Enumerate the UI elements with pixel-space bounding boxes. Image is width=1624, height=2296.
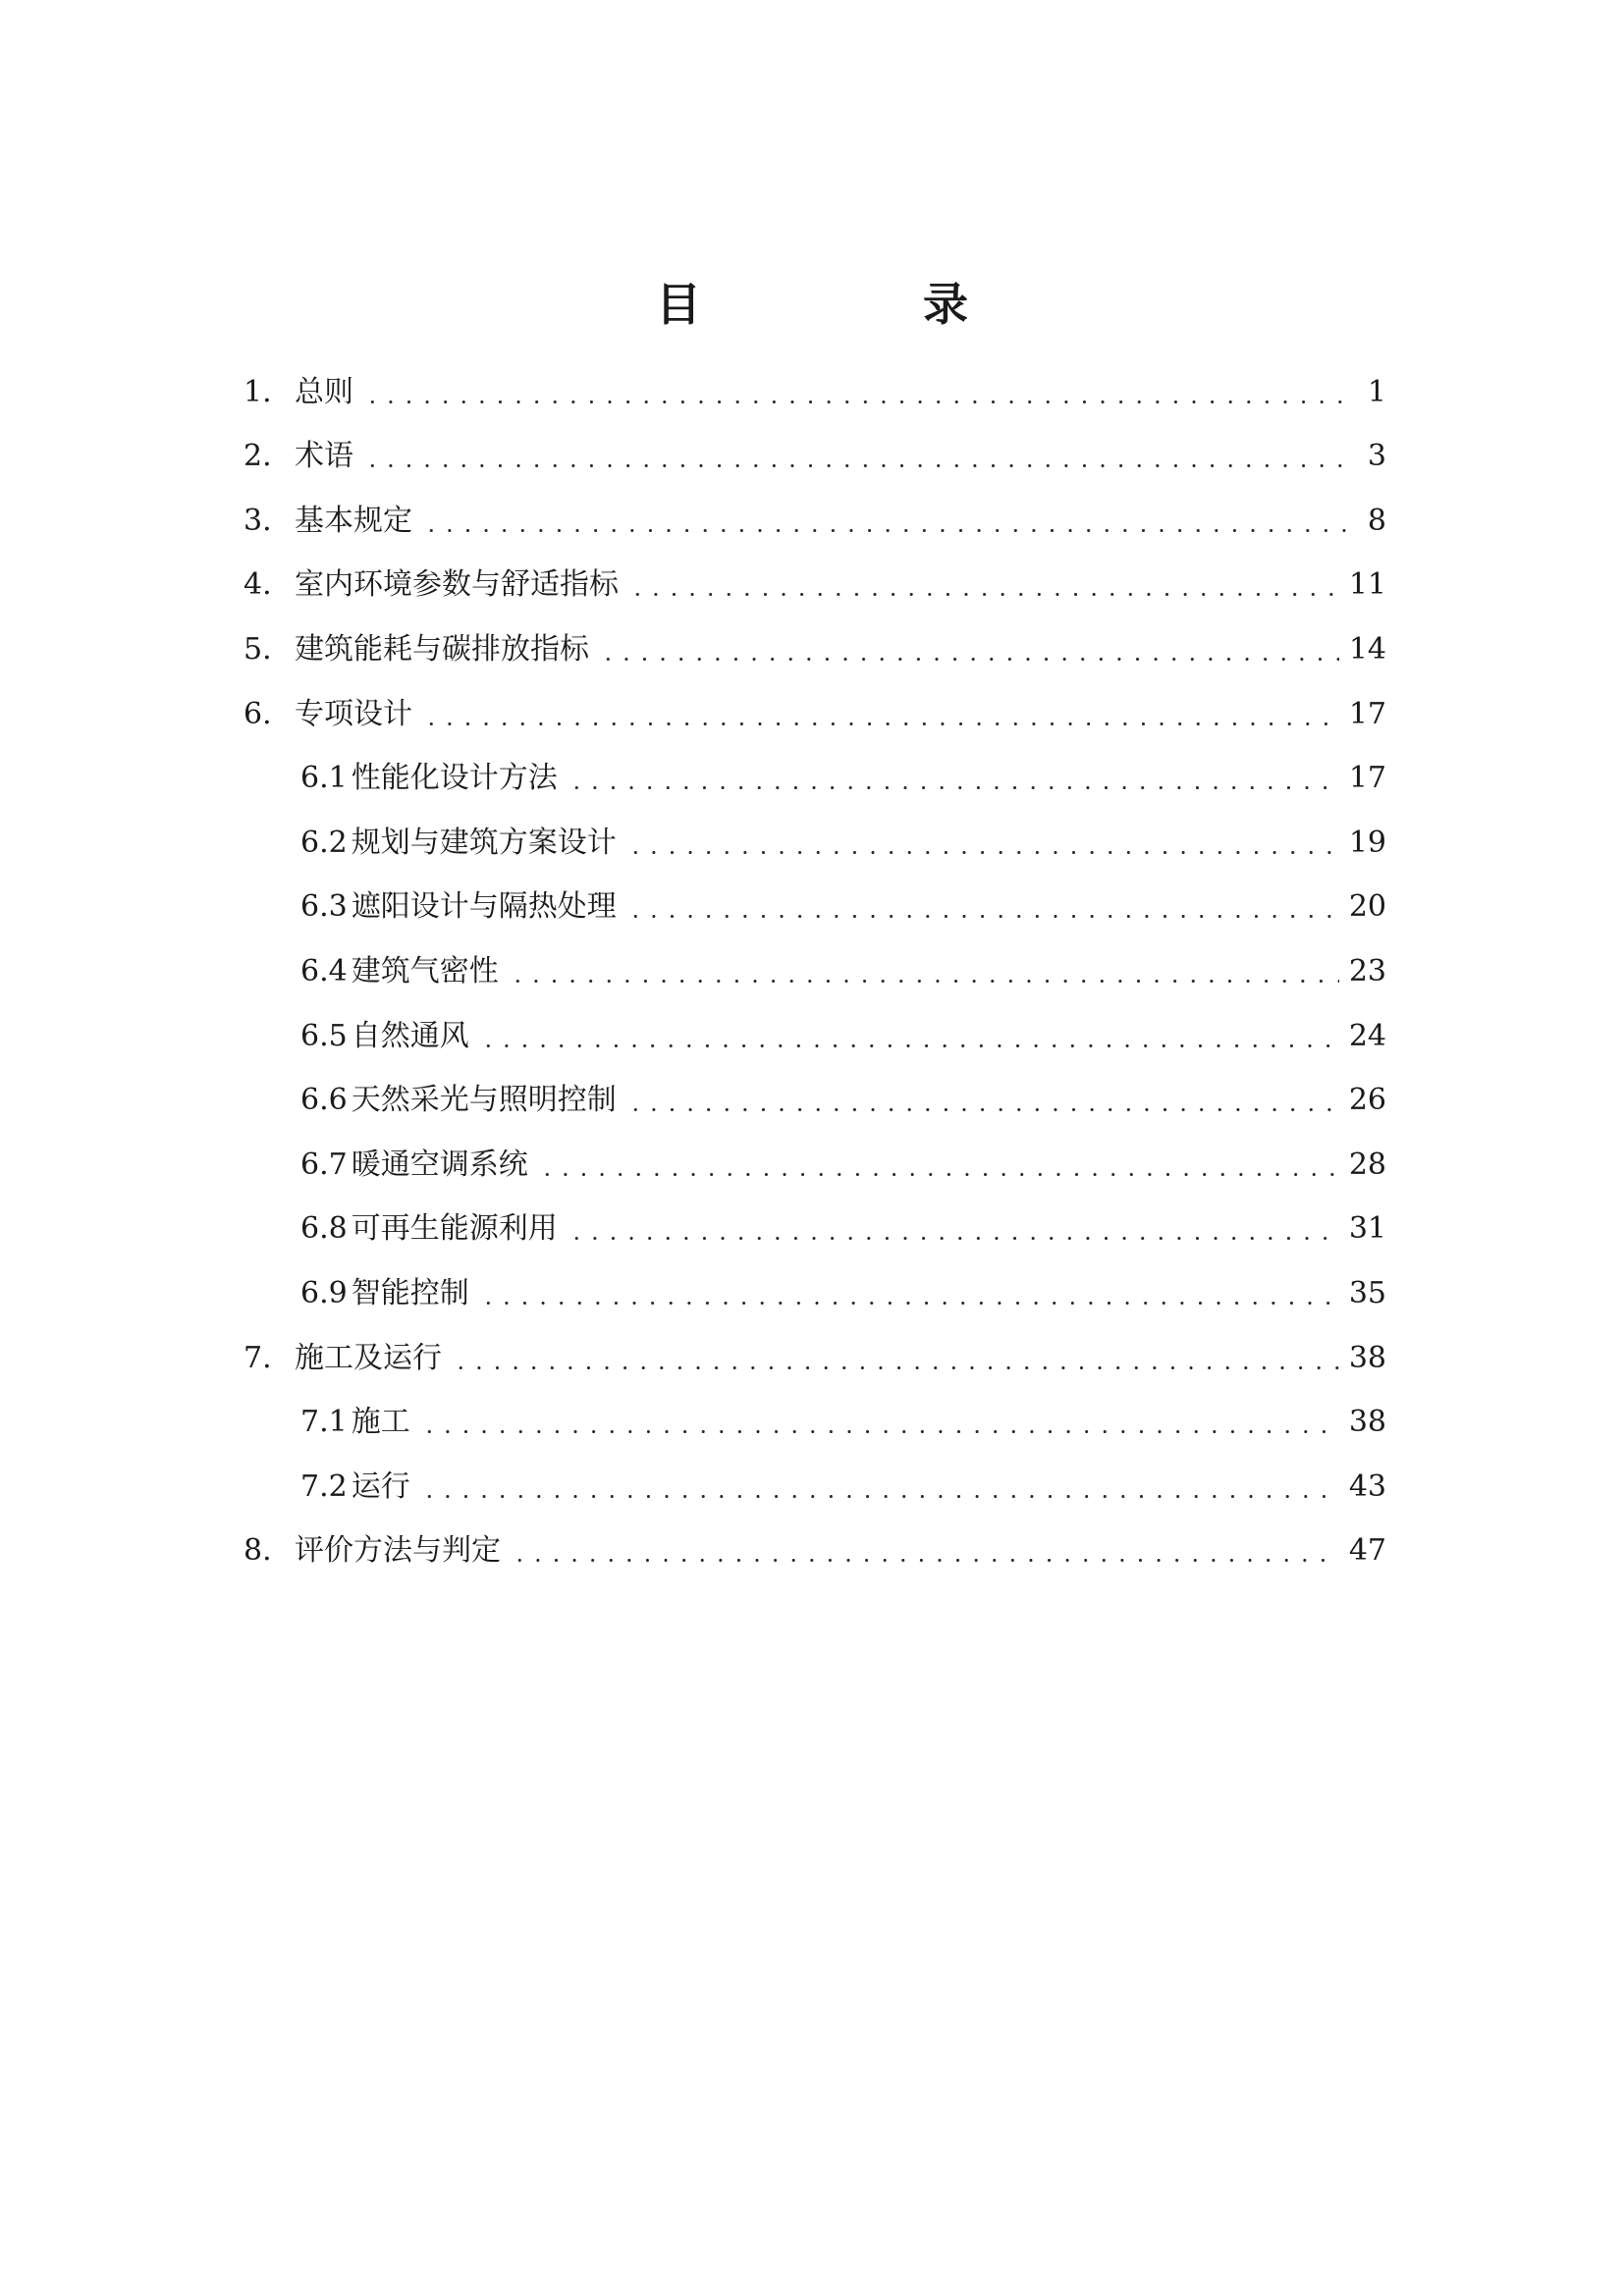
toc-entry-label: 遮阳设计与隔热处理 (351, 889, 617, 925)
toc-entry-number: 7. (244, 1340, 272, 1375)
toc-entry-page-number: 28 (1348, 1147, 1386, 1182)
toc-entry[interactable] (244, 355, 1386, 420)
dot-leader (568, 1237, 1339, 1240)
dot-leader (509, 980, 1339, 983)
toc-entry-page-number: 43 (1348, 1468, 1386, 1504)
toc-entry[interactable] (244, 549, 1386, 614)
dot-leader (363, 400, 1347, 403)
dot-leader (479, 1302, 1339, 1305)
toc-entry-page-number: 24 (1348, 1018, 1386, 1053)
toc-entry-page-number: 19 (1348, 825, 1386, 860)
toc-entry-label: 自然通风 (351, 1018, 469, 1053)
toc-entry[interactable] (244, 420, 1386, 485)
toc-entry[interactable] (244, 1450, 1386, 1515)
dot-leader (422, 722, 1339, 725)
toc-entry-page-number: 17 (1348, 696, 1386, 731)
dot-leader (626, 915, 1339, 918)
toc-entry-page-number: 20 (1348, 889, 1386, 925)
toc-entry-number: 6.2 (300, 825, 348, 860)
toc-entry[interactable] (244, 806, 1386, 871)
dot-leader (420, 1430, 1339, 1433)
toc-entry-number: 6.9 (300, 1275, 348, 1310)
toc-entry-page-number: 1 (1367, 374, 1386, 409)
toc-entry-label: 性能化设计方法 (351, 761, 558, 796)
toc-entry-page-number: 8 (1367, 503, 1386, 538)
toc-entry-label: 术语 (295, 439, 353, 474)
toc-entry[interactable] (244, 1256, 1386, 1321)
toc-entry-page-number: 35 (1348, 1275, 1386, 1310)
toc-entry-number: 6.6 (300, 1083, 348, 1118)
toc-entry[interactable] (244, 1321, 1386, 1386)
toc-entry[interactable] (244, 613, 1386, 677)
toc-entry-number: 1. (244, 374, 272, 409)
toc-entry[interactable] (244, 999, 1386, 1064)
toc-entry-label: 规划与建筑方案设计 (351, 825, 617, 860)
toc-entry-number: 6. (244, 696, 272, 731)
toc-entry-page-number: 38 (1348, 1405, 1386, 1440)
toc-entry-number: 6.7 (300, 1147, 348, 1182)
toc-entry-label: 评价方法与判定 (295, 1533, 501, 1569)
toc-entry-number: 6.4 (300, 953, 348, 988)
toc-entry-page-number: 26 (1348, 1083, 1386, 1118)
toc-entry[interactable] (244, 1064, 1386, 1129)
toc-entry-label: 施工 (351, 1405, 410, 1440)
toc-entry-label: 天然采光与照明控制 (351, 1083, 617, 1118)
toc-entry-number: 5. (244, 631, 272, 667)
dot-leader (452, 1366, 1339, 1369)
toc-entry-number: 4. (244, 567, 272, 603)
toc-entry[interactable] (244, 1515, 1386, 1579)
toc-entry-number: 7.2 (300, 1468, 348, 1504)
dot-leader (479, 1044, 1339, 1047)
toc-entry-label: 智能控制 (351, 1275, 469, 1310)
toc-entry-label: 专项设计 (295, 696, 412, 731)
toc-entry-number: 8. (244, 1533, 272, 1569)
toc-entry[interactable] (244, 1386, 1386, 1451)
toc-entry-number: 6.3 (300, 889, 348, 925)
toc-entry-label: 运行 (351, 1468, 410, 1504)
dot-leader (628, 593, 1339, 596)
toc-entry-page-number: 3 (1367, 439, 1386, 474)
toc-entry-number: 7.1 (300, 1405, 348, 1440)
page-title: 目 录 (656, 278, 1056, 331)
toc-entry-number: 2. (244, 439, 272, 474)
toc-entry-page-number: 17 (1348, 761, 1386, 796)
dot-leader (363, 464, 1347, 467)
toc-entry-label: 建筑气密性 (351, 953, 499, 988)
toc-entry[interactable] (244, 1193, 1386, 1257)
dot-leader (568, 786, 1339, 789)
toc-entry[interactable] (244, 677, 1386, 742)
toc-entry[interactable] (244, 742, 1386, 807)
table-of-contents (244, 355, 1386, 1578)
toc-entry-number: 6.1 (300, 761, 348, 796)
toc-entry-label: 基本规定 (295, 503, 412, 538)
toc-entry-page-number: 31 (1348, 1211, 1386, 1247)
dot-leader (420, 1495, 1339, 1498)
dot-leader (511, 1559, 1339, 1562)
toc-entry-label: 建筑能耗与碳排放指标 (295, 631, 589, 667)
toc-entry-label: 施工及运行 (295, 1340, 442, 1375)
toc-entry-page-number: 38 (1348, 1340, 1386, 1375)
dot-leader (626, 1108, 1339, 1111)
toc-entry-number: 6.8 (300, 1211, 348, 1247)
toc-entry-label: 可再生能源利用 (351, 1211, 558, 1247)
toc-entry-page-number: 23 (1348, 953, 1386, 988)
dot-leader (626, 851, 1339, 854)
toc-entry[interactable] (244, 934, 1386, 999)
toc-entry-label: 室内环境参数与舒适指标 (295, 567, 619, 603)
dot-leader (538, 1173, 1339, 1176)
toc-entry-label: 暖通空调系统 (351, 1147, 528, 1182)
toc-entry[interactable] (244, 484, 1386, 549)
toc-entry-page-number: 11 (1348, 567, 1386, 603)
dot-leader (599, 658, 1339, 661)
toc-entry-label: 总则 (295, 374, 353, 409)
toc-entry-number: 3. (244, 503, 272, 538)
toc-entry[interactable] (244, 871, 1386, 935)
toc-entry-page-number: 14 (1348, 631, 1386, 667)
toc-entry[interactable] (244, 1128, 1386, 1193)
dot-leader (422, 529, 1347, 532)
toc-entry-page-number: 47 (1348, 1533, 1386, 1569)
toc-entry-number: 6.5 (300, 1018, 348, 1053)
